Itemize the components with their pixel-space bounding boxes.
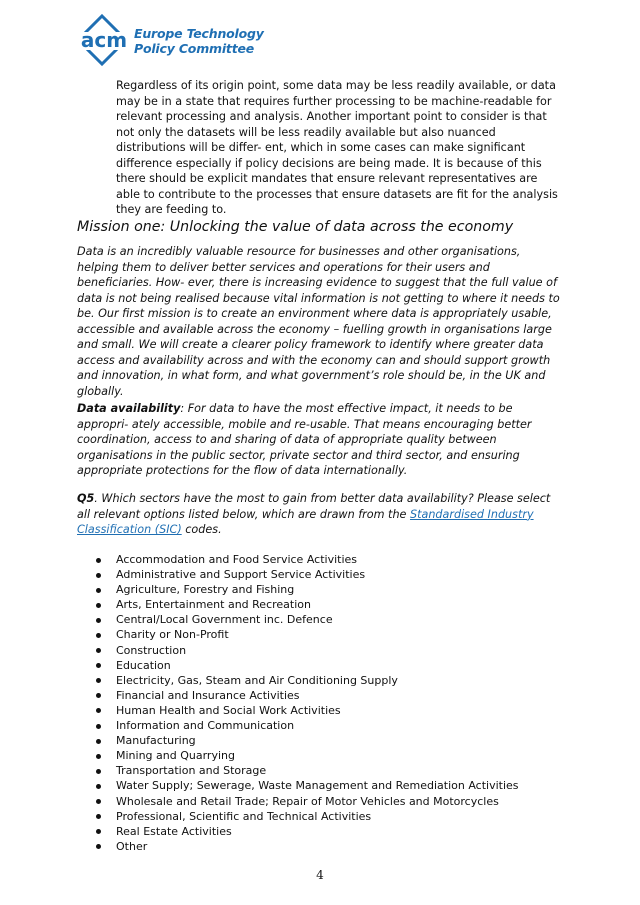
sector-label: Charity or Non-Profit — [116, 628, 229, 642]
bullet-icon — [96, 724, 101, 729]
bullet-icon — [96, 648, 101, 653]
list-item — [96, 688, 519, 703]
list-item — [96, 733, 519, 748]
sector-label: Professional, Scientific and Technical Activities — [116, 809, 372, 823]
sector-label: Agriculture, Forestry and Fishing — [116, 583, 295, 597]
list-item — [96, 778, 519, 793]
availability-text: : For data to have the most effective impact, it needs to be appropri- ately accessible, mobile and re-usable. That means encouraging better coordination, access to and sharing of data of appropriate quality between organisations in the public sector, private sector and third sector, and ensuring appropriate protections for the flow of data internationally. — [77, 402, 532, 477]
list-item — [96, 658, 519, 673]
list-item — [96, 824, 519, 839]
list-item — [96, 643, 519, 658]
availability-label: Data availability — [77, 402, 181, 415]
org-name-line1: Europe Technology — [134, 26, 264, 41]
list-item — [96, 703, 519, 718]
bullet-icon — [96, 618, 101, 623]
bullet-icon — [96, 678, 101, 683]
logo-text: acm — [80, 28, 128, 52]
list-item — [96, 552, 519, 567]
bullet-icon — [96, 784, 101, 789]
sector-label: Financial and Insurance Activities — [116, 688, 300, 702]
org-name-line2: Policy Committee — [134, 41, 255, 56]
bullet-icon — [96, 693, 101, 698]
sector-label: Other — [116, 839, 148, 853]
list-item — [96, 582, 519, 597]
sector-label: Information and Communication — [116, 719, 295, 733]
question-label: Q5 — [77, 492, 95, 505]
list-item — [96, 612, 519, 627]
acm-diamond-icon — [74, 14, 136, 70]
mission-heading: Mission one: Unlocking the value of data across the economy — [77, 219, 514, 235]
list-item — [96, 748, 519, 763]
acm-logo — [74, 14, 264, 70]
sector-list — [96, 552, 519, 854]
bullet-icon — [96, 603, 101, 608]
list-item — [96, 673, 519, 688]
sector-label: Wholesale and Retail Trade; Repair of Motor Vehicles and Motorcycles — [116, 794, 499, 808]
page-number: 4 — [316, 868, 324, 882]
list-item — [96, 763, 519, 778]
list-item — [96, 718, 519, 733]
bullet-icon — [96, 754, 101, 759]
sector-label: Electricity, Gas, Steam and Air Conditioning Supply — [116, 673, 398, 687]
bullet-icon — [96, 799, 101, 804]
sector-label: Arts, Entertainment and Recreation — [116, 598, 311, 612]
bullet-icon — [96, 769, 101, 774]
bullet-icon — [96, 708, 101, 713]
bullet-icon — [96, 588, 101, 593]
list-item — [96, 809, 519, 824]
mission-paragraph: Data is an incredibly valuable resource for businesses and other organisations, helping them to deliver better services and operations for their users and beneficiaries. How- ever, there is increasing evidence to suggest that the full value of data is not being realised because vital information is not getting to where it needs to be. Our first mission is to create an environment where data is appropriately usable, accessible and available across the economy – fuelling growth in organisations large and small. We will create a clearer policy framework to identify where greater data access and availability across and with the economy can and should support growth and innovation, in what form, and what government’s role should be, in the UK and globally. — [77, 245, 560, 398]
bullet-icon — [96, 844, 101, 849]
question-text: . Which sectors have the most to gain from better data availability? Please select all relevant options listed below, which are drawn from the — [77, 492, 551, 521]
bullet-icon — [96, 663, 101, 668]
list-item — [96, 794, 519, 809]
list-item — [96, 627, 519, 642]
list-item — [96, 567, 519, 582]
question-paragraph — [77, 491, 562, 538]
sector-label: Mining and Quarrying — [116, 749, 235, 763]
sector-label: Real Estate Activities — [116, 824, 232, 838]
sector-label: Accommodation and Food Service Activities — [116, 553, 358, 566]
bullet-icon — [96, 829, 101, 834]
intro-paragraph: Regardless of its origin point, some data may be less readily available, or data may be in a state that requires further processing to be machine-readable for relevant processing and analysis. Another important point to consider is that not only the datasets will be less readily available but also nuanced distributions will be differ- ent, which in some cases can make significant difference especially if policy decisions are being made. It is because of this there should be explicit mandates that ensure relevant representatives are able to contribute to the processes that ensure datasets are fit for the analysis they are feeding to. — [116, 79, 558, 216]
list-item — [96, 597, 519, 612]
bullet-icon — [96, 558, 101, 563]
org-name — [134, 26, 264, 56]
bullet-icon — [96, 573, 101, 578]
sic-link[interactable]: Standardised Industry Classification (SIC) — [77, 507, 534, 536]
sector-label: Transportation and Storage — [116, 764, 267, 778]
sector-label: Education — [116, 658, 171, 672]
sector-label: Water Supply; Sewerage, Waste Management and Remediation Activities — [116, 779, 519, 793]
bullet-icon — [96, 633, 101, 638]
sector-label: Human Health and Social Work Activities — [116, 703, 341, 717]
sector-label: Central/Local Government inc. Defence — [116, 613, 333, 627]
sector-label: Construction — [116, 643, 187, 657]
list-item — [96, 839, 519, 854]
availability-paragraph — [77, 401, 562, 479]
question-text-after: codes. — [181, 523, 222, 536]
sector-label: Manufacturing — [116, 734, 196, 748]
bullet-icon — [96, 739, 101, 744]
sector-label: Administrative and Support Service Activities — [116, 568, 366, 582]
bullet-icon — [96, 814, 101, 819]
